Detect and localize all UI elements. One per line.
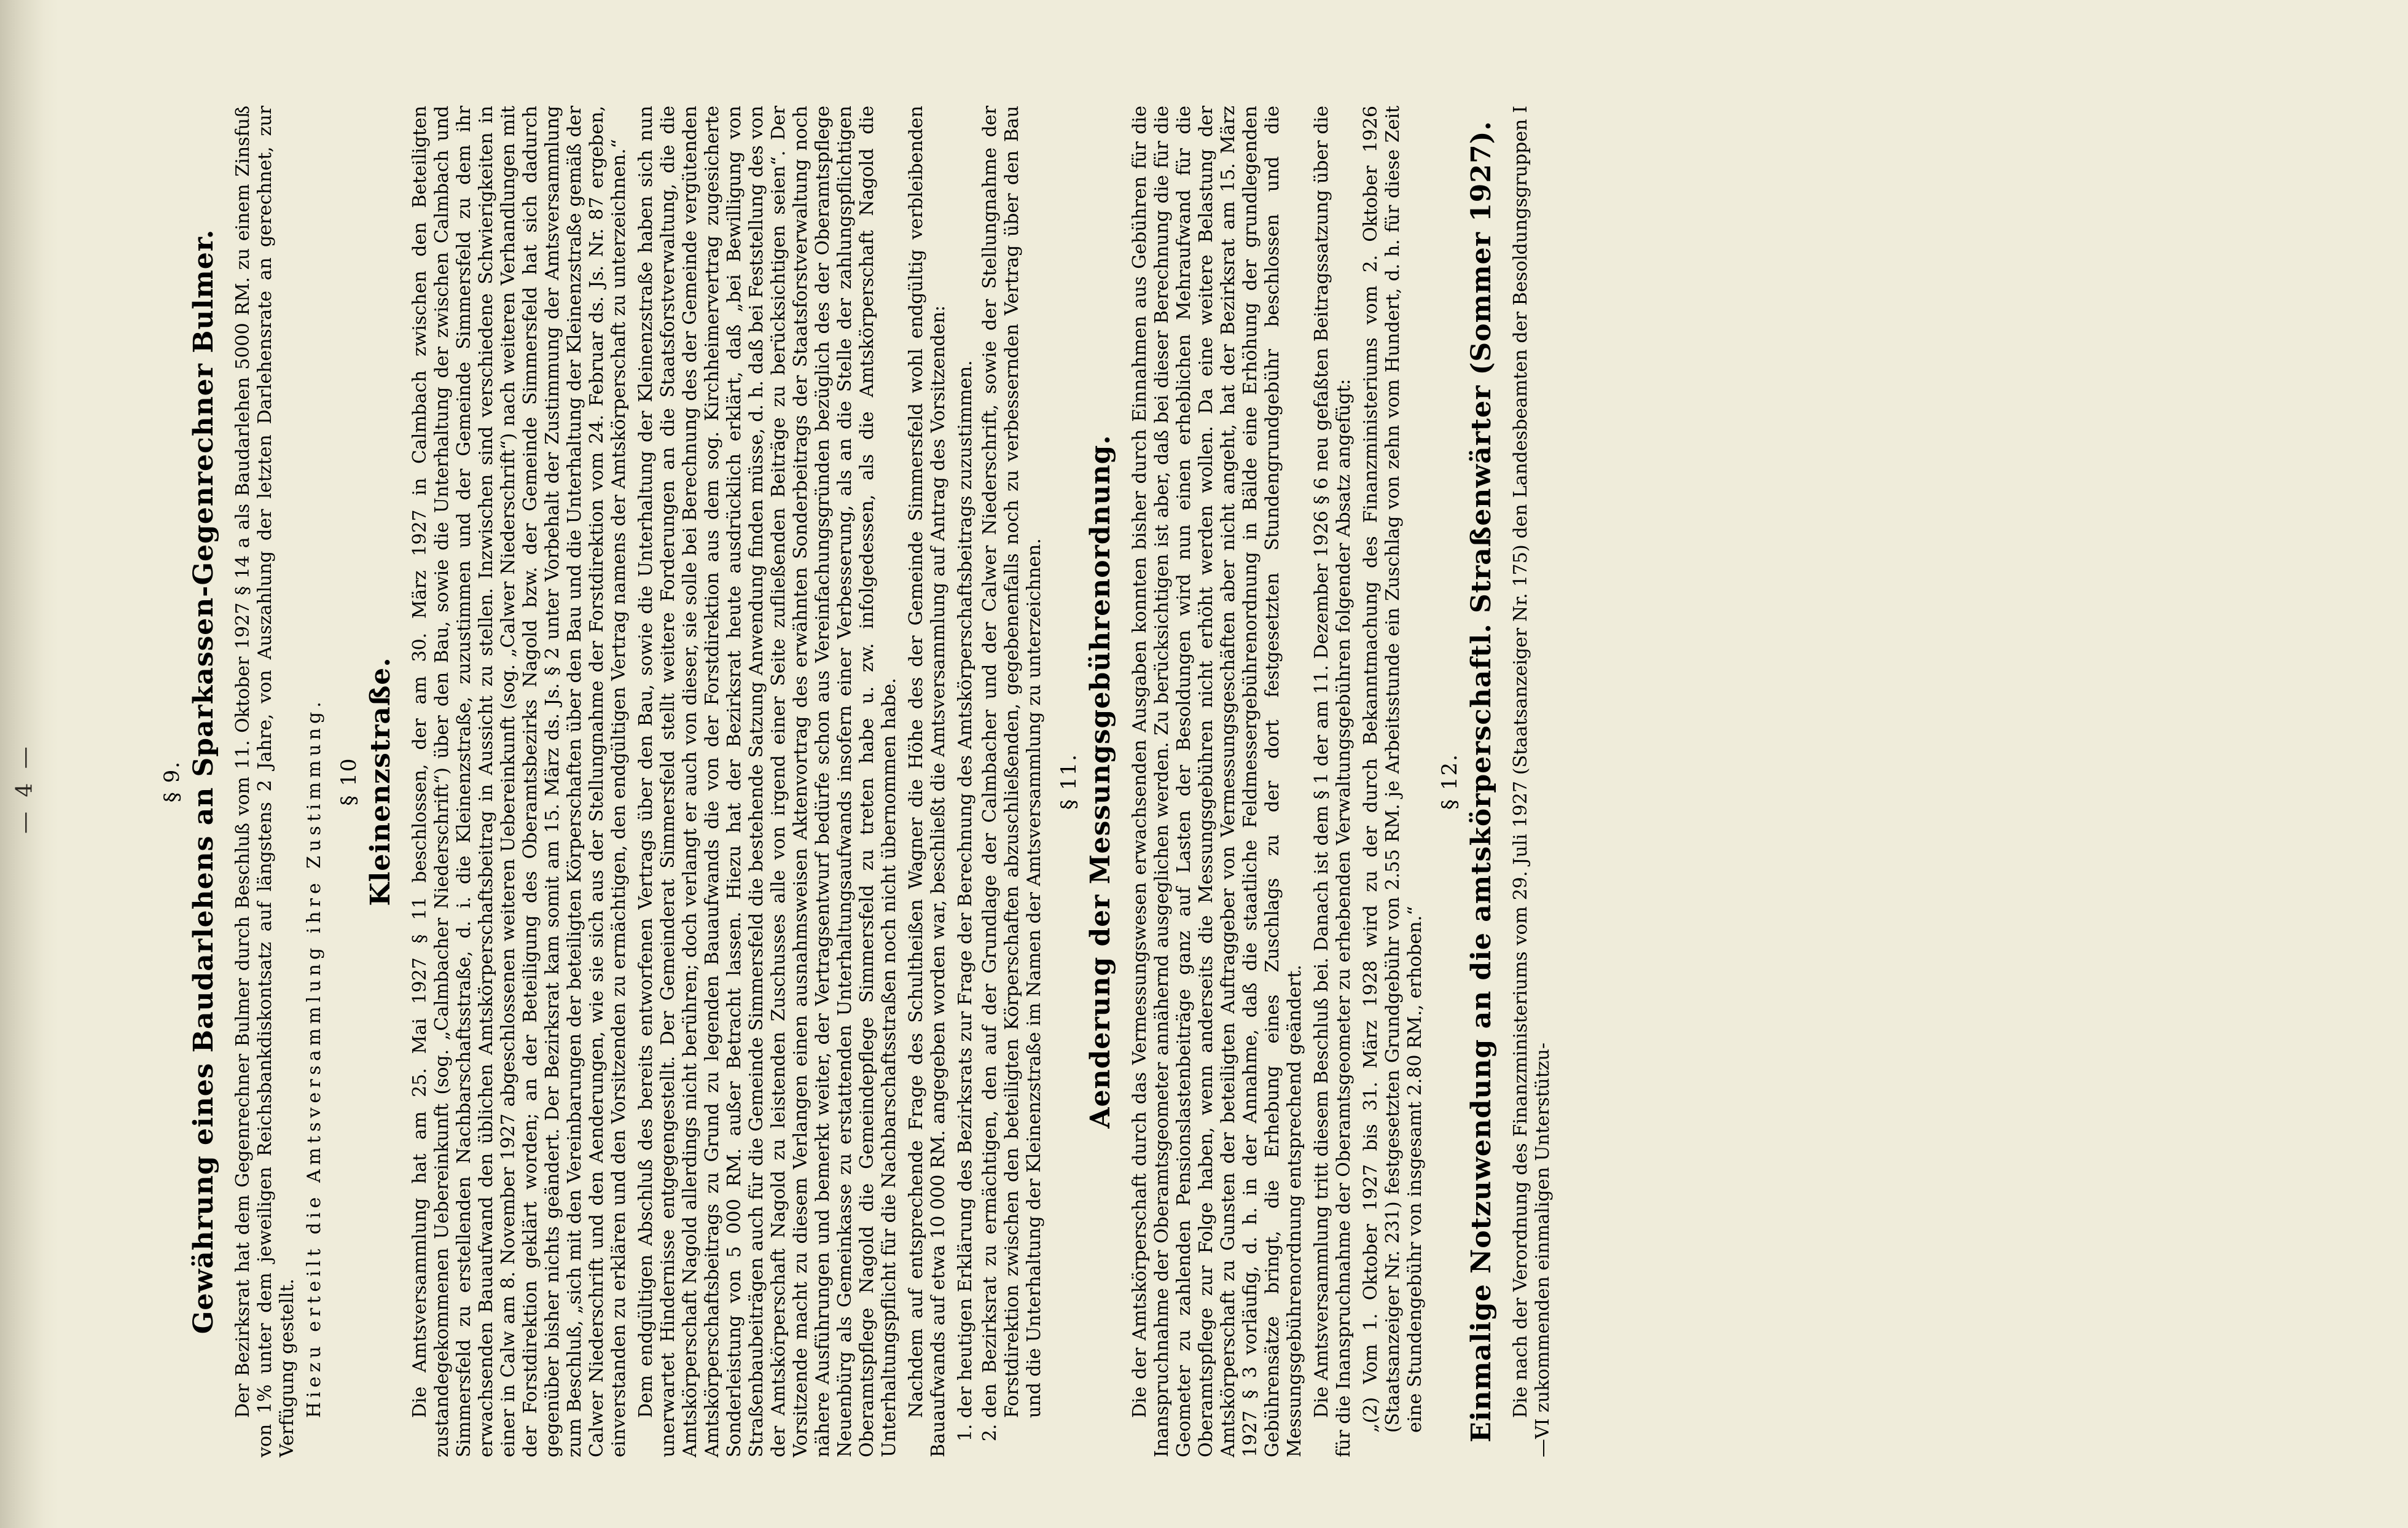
section-10-resolution-list xyxy=(955,106,1046,1457)
section-11-paragraph-1: Die der Amtskörperschaft durch das Vermessungswesen erwachsenden Ausgaben konnten bisher durch Einnahmen aus Gebühren für die Inanspruchnahme der Oberamtsgeometer annähernd ausgeglichen werden. Zu berücksichtigen ist aber, daß bei dieser Berechnung die für die Geometer zu zahlenden Pensionslastenbeiträge ganz auf Lasten der Besoldungen wird nun einen erheblichen Mehraufwand für die Oberamtspflege zur Folge haben, wenn anderseits die Messungsgebühren nicht erhöht werden wollen. Da eine weitere Belastung der Amtskörperschaft zu Gunsten der beteiligten Auftraggeber von Vermessungsgeschäften aber nicht angeht, hat der Bezirksrat am 15. März 1927 § 3 vorläufig, d. h. in der Annahme, daß die staatliche Feldmessergebührenordnung in Bälde eine Erhöhung der grundlegenden Gebührensätze bringt, die Erhebung eines Zuschlags zu der dort festgesetzten Stundengrundgebühr beschlossen und die Messungsgebührenordnung entsprechend geändert. xyxy=(1129,106,1305,1457)
section-12-paragraph-1: Die nach der Verordnung des Finanzministeriums vom 29. Juli 1927 (Staatsanzeiger Nr. 175) den Landesbeamten der Besoldungsgruppen I—VI zukommenden einmaligen Unterstützu- xyxy=(1510,106,1554,1457)
section-12-heading: § 12. xyxy=(1437,753,1462,810)
section-10-paragraph-2: Dem endgültigen Abschluß des bereits entworfenen Vertrags über den Bau, sowie die Unterhaltung der Kleinenzstraße haben sich nun unerwartet Hindernisse entgegengestellt. Der Gemeinderat Simmersfeld stellt weitere Forderungen an die Staatsforstverwaltung, die die Amtskörperschaft Nagold allerdings nicht berühren; doch verlangt er auch von dieser, sie solle bei Berechnung des der Gemeinde vergütenden Amtskörperschaftsbeitrags zu Grund zu legenden Bauaufwands die von der Forstdirektion aus dem sog. Kirchheimervertrag zugesicherte Sonderleistung von 5 000 RM. außer Betracht lassen. Hiezu hat der Bezirksrat heute ausdrücklich erklärt, daß „bei Bewilligung von Straßenbaubeiträgen auch für die Gemeinde Simmersfeld die bestehende Satzung Anwendung finden müsse, d. h. daß bei Feststellung des von der Amtskörperschaft Nagold zu leistenden Zuschusses alle von irgend einer Seite zufließenden Beiträge zu berücksichtigen seien“. Der Vorsitzende macht zu diesem Verlangen einen ausnahmsweisen Aktenvortrag des erwähnten Sonderbeitrags der Staatsforstverwaltung noch nähere Ausführungen und bemerkt weiter, der Vertragsentwurf bedürfe schon aus Vereinfachungsgründen bezüglich des der Oberamtspflege Neuenbürg als Gemeinkasse zu erstattenden Unterhaltungsaufwands insofern einer Verbesserung, als an die Stelle der zahlungspflichtigen Oberamtspflege Nagold die Gemeindepflege Simmersfeld zu treten habe u. zw. infolgedessen, als die Amtskörperschaft Nagold die Unterhaltungspflicht für die Nachbarschaftsstraßen noch nicht übernommen habe. xyxy=(635,106,900,1457)
section-10-resolution-item-2: 2. den Bezirksrat zu ermächtigen, den auf der Grundlage der Calmbacher und der Calwer Niederschrift, sowie der Stellungnahme der Forstdirektion zwischen den beteiligten Körperschaften abzuschließenden, gegebenenfalls noch zu verbessernden Vertrag über den Bau und die Unterhaltung der Kleinenzstraße im Namen der Amtsversammlung zu unterzeichnen. xyxy=(979,106,1046,1418)
section-9-heading: § 9. xyxy=(160,760,184,803)
page-number: — 4 — xyxy=(12,743,37,834)
section-10-paragraph-1: Die Amtsversammlung hat am 25. Mai 1927 § 11 beschlossen, der am 30. März 1927 in Calmbach zwischen den Beteiligten zustandegekommenen Uebereinkunft (sog. „Calmbacher Niederschrift“) über den Bau, sowie die Unterhaltung der zwischen Calmbach und Simmersfeld zu erstellenden Nachbarschaftsstraße, d. i. die Kleinenzstraße, zuzustimmen und der Gemeinde Simmersfeld zu dem ihr erwachsenden Bauaufwand den üblichen Amtskörperschaftsbeitrag in Aussicht zu stellen. Inzwischen sind verschiedene Schwierigkeiten in einer in Calw am 8. November 1927 abgeschlossenen weiteren Uebereinkunft (sog. „Calwer Niederschrift“) nach weiteren Verhandlungen mit der Forstdirektion geklärt worden; an der Beteiligung des Oberamtsbezirks Nagold bzw. der Gemeinde Simmersfeld hat sich dadurch gegenüber bisher nichts geändert. Der Bezirksrat kam somit am 15. März ds. Js. § 2 unter Vorbehalt der Zustimmung der Amtsversammlung zum Beschluß, „sich mit den Vereinbarungen der beteiligten Körperschaften über den Bau und die Unterhaltung der Kleinenzstraße gemäß der Calwer Niederschrift und den Aenderungen, wie sie sich aus der Stellungnahme der Forstdirektion vom 24. Februar ds. Js. Nr. 87 ergeben, einverstanden zu erklären und den Vorsitzenden zu ermächtigen, den endgültigen Vertrag namens der Amtskörperschaft zu unterzeichnen.“ xyxy=(409,106,630,1457)
section-10-resolution-item-1: 1. der heutigen Erklärung des Bezirksrats zur Frage der Berechnung des Amtskörperschaftsbeitrags zuzustimmen. xyxy=(955,106,977,1418)
section-10-title: Kleinenzstraße. xyxy=(365,657,396,906)
section-9-paragraph-1: Der Bezirksrat hat dem Gegenrechner Bulmer durch Beschluß vom 11. Oktober 1927 § 14 a als Baudarlehen 5000 RM. zu einem Zinsfuß von 1% unter dem jeweiligen Reichsbankdiskontsatz auf längstens 2 Jahre, von Auszahlung der letzten Darlehensrate an gerechnet, zur Verfügung gestellt. xyxy=(232,106,298,1457)
section-11-title: Aenderung der Messungsgebührenordnung. xyxy=(1085,434,1116,1129)
section-11-paragraph-2: Die Amtsversammlung tritt diesem Beschluß bei. Danach ist dem § 1 der am 11. Dezember 1926 § 6 neu gefaßten Beitragssatzung über die für die Inanspruchnahme der Oberamtsgeometer zu erhebenden Verwaltungsgebühren folgender Absatz angefügt: xyxy=(1311,106,1354,1457)
section-9-title: Gewährung eines Baudarlehens an Sparkassen-Gegenrechner Bulmer. xyxy=(188,229,219,1334)
section-12-title: Einmalige Notzuwendung an die amtskörperschaftl. Straßenwärter (Sommer 1927). xyxy=(1466,120,1497,1443)
section-10-heading: § 10 xyxy=(337,757,361,806)
section-10-paragraph-3: Nachdem auf entsprechende Frage des Schultheißen Wagner die Höhe des der Gemeinde Simmersfeld wohl endgültig verbleibenden Bauaufwands auf etwa 10 000 RM. angegeben worden war, beschließt die Amtsversammlung auf Antrag des Vorsitzenden: xyxy=(905,106,949,1457)
document-body xyxy=(160,106,1559,1457)
section-11-heading: § 11. xyxy=(1057,753,1081,810)
section-9-paragraph-2: Hiezu erteilt die Amtsversammlung ihre Zustimmung. xyxy=(303,697,325,1418)
section-11-quoted-clause: „(2) Vom 1. Oktober 1927 bis 31. März 1928 wird zu der durch Bekanntmachung des Finanzministeriums vom 2. Oktober 1926 (Staatsanzeiger Nr. 231) festgesetzten Grundgebühr von 2.55 RM. je Arbeitsstunde ein Zuschlag von zehn vom Hundert, d. h. für diese Zeit eine Stundengebühr von insgesamt 2.80 RM., erhoben.“ xyxy=(1360,106,1426,1433)
